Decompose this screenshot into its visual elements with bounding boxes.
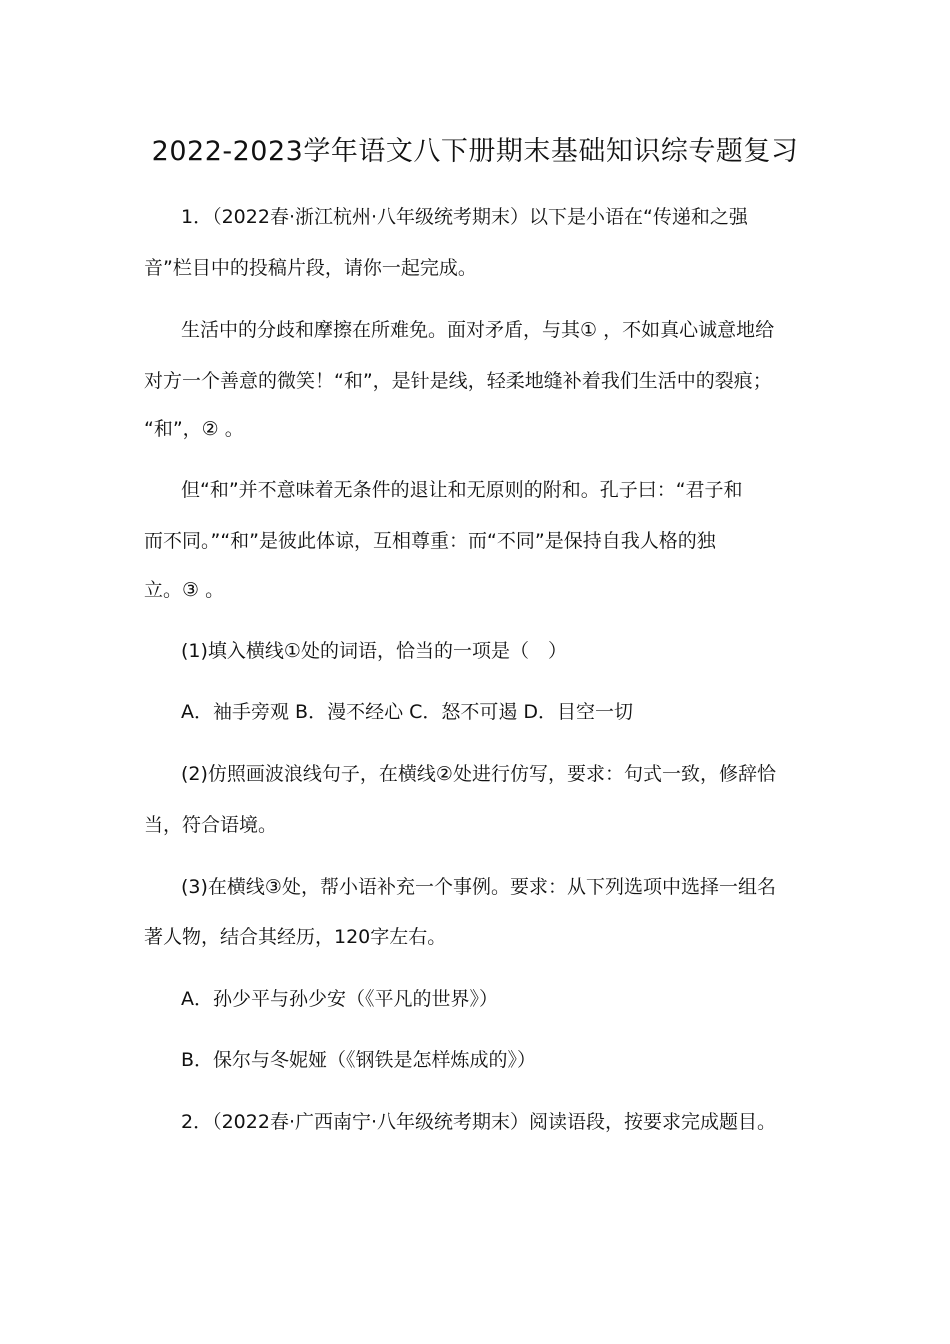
option-b: B．保尔与冬妮娅（《钢铁是怎样炼成的》） <box>181 1049 537 1071</box>
passage-paragraph-1-cont: 对方一个善意的微笑！“和”，是针是线，轻柔地缝补着我们生活中的裂痕； <box>144 370 772 392</box>
sub-question-1-options: A．袖手旁观 B．漫不经心 C．怒不可遏 D．目空一切 <box>181 701 634 723</box>
sub-question-3-cont: 著人物，结合其经历，120字左右。 <box>144 926 447 948</box>
passage-paragraph-1: 生活中的分歧和摩擦在所难免。面对矛盾，与其① ，不如真心诚意地给 <box>181 319 775 341</box>
passage-paragraph-2: 但“和”并不意味着无条件的退让和无原则的附和。孔子曰：“君子和 <box>181 479 743 501</box>
document-title: 2022-2023学年语文八下册期末基础知识综专题复习 <box>151 136 799 167</box>
passage-paragraph-1-end: “和”，② 。 <box>144 418 244 440</box>
sub-question-2: (2)仿照画波浪线句子，在横线②处进行仿写，要求：句式一致，修辞恰 <box>181 763 776 785</box>
question-1-header-cont: 音”栏目中的投稿片段，请你一起完成。 <box>144 257 477 279</box>
passage-paragraph-2-cont: 而不同。”“和”是彼此体谅，互相尊重：而“不同”是保持自我人格的独 <box>144 530 716 552</box>
option-a: A．孙少平与孙少安（《平凡的世界》） <box>181 988 498 1010</box>
sub-question-3: (3)在横线③处，帮小语补充一个事例。要求：从下列选项中选择一组名 <box>181 876 776 898</box>
passage-paragraph-2-end: 立。③ 。 <box>144 579 225 601</box>
sub-question-2-cont: 当，符合语境。 <box>144 814 278 836</box>
question-1-header: 1．（2022春·浙江杭州·八年级统考期末）以下是小语在“传递和之强 <box>181 206 748 228</box>
question-2-header: 2．（2022春·广西南宁·八年级统考期末）阅读语段，按要求完成题目。 <box>181 1111 777 1133</box>
sub-question-1: (1)填入横线①处的词语，恰当的一项是（ ） <box>181 640 567 662</box>
